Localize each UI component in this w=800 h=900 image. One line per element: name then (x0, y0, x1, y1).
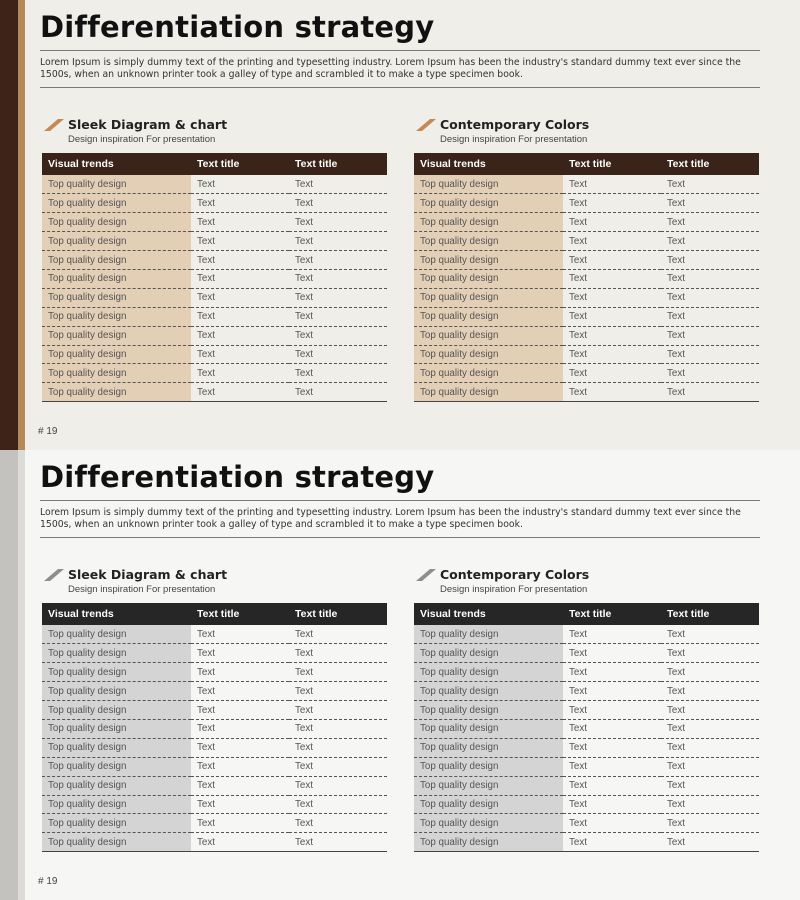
text-cell: Text (661, 194, 759, 213)
row-label-cell: Top quality design (42, 383, 191, 402)
row-label-cell: Top quality design (414, 307, 563, 326)
table-row (42, 833, 387, 852)
text-cell: Text (661, 701, 759, 720)
row-label-cell: Top quality design (42, 213, 191, 232)
text-cell: Text (563, 232, 661, 251)
text-cell: Text (563, 625, 661, 644)
table-row (42, 795, 387, 814)
table-row (414, 776, 759, 795)
column-header: Visual trends (414, 603, 563, 625)
row-label-cell: Top quality design (414, 776, 563, 795)
table-row (414, 644, 759, 663)
row-label-cell: Top quality design (42, 326, 191, 345)
text-cell: Text (191, 663, 289, 682)
row-label-cell: Top quality design (414, 251, 563, 270)
column-header: Text title (191, 603, 289, 625)
row-label-cell: Top quality design (414, 213, 563, 232)
text-cell: Text (289, 814, 387, 833)
title-rule (40, 500, 760, 501)
text-cell: Text (661, 719, 759, 738)
table-row (414, 682, 759, 701)
row-label-cell: Top quality design (414, 288, 563, 307)
text-cell: Text (289, 719, 387, 738)
title-rule (40, 50, 760, 51)
row-label-cell: Top quality design (414, 383, 563, 402)
text-cell: Text (661, 326, 759, 345)
table-row (414, 663, 759, 682)
text-cell: Text (661, 682, 759, 701)
row-label-cell: Top quality design (42, 194, 191, 213)
text-cell: Text (563, 194, 661, 213)
text-cell: Text (191, 833, 289, 852)
table-row (414, 307, 759, 326)
section-subtitle: Design inspiration For presentation (68, 584, 216, 595)
page-number: # 19 (38, 426, 58, 437)
table-row (42, 364, 387, 383)
table-header-row (42, 603, 387, 625)
text-cell: Text (563, 776, 661, 795)
text-cell: Text (191, 701, 289, 720)
text-cell: Text (289, 326, 387, 345)
text-cell: Text (563, 307, 661, 326)
table-row (42, 738, 387, 757)
table-row (42, 345, 387, 364)
text-cell: Text (563, 345, 661, 364)
text-cell: Text (289, 757, 387, 776)
text-cell: Text (191, 814, 289, 833)
text-cell: Text (661, 383, 759, 402)
text-cell: Text (289, 663, 387, 682)
table-row (414, 738, 759, 757)
table-row (42, 663, 387, 682)
table-row (414, 251, 759, 270)
intro-rule (40, 537, 760, 538)
section-title: Sleek Diagram & chart (68, 567, 228, 582)
text-cell: Text (563, 682, 661, 701)
table-row (42, 625, 387, 644)
section-subtitle: Design inspiration For presentation (68, 134, 216, 145)
row-label-cell: Top quality design (414, 194, 563, 213)
row-label-cell: Top quality design (42, 364, 191, 383)
text-cell: Text (191, 307, 289, 326)
text-cell: Text (191, 364, 289, 383)
text-cell: Text (191, 288, 289, 307)
column-header: Text title (661, 153, 759, 175)
row-label-cell: Top quality design (414, 682, 563, 701)
row-label-cell: Top quality design (42, 776, 191, 795)
text-cell: Text (191, 625, 289, 644)
text-cell: Text (289, 232, 387, 251)
text-cell: Text (191, 345, 289, 364)
text-cell: Text (289, 345, 387, 364)
section-subtitle: Design inspiration For presentation (440, 584, 588, 595)
row-label-cell: Top quality design (414, 719, 563, 738)
text-cell: Text (661, 625, 759, 644)
row-label-cell: Top quality design (42, 251, 191, 270)
row-label-cell: Top quality design (414, 345, 563, 364)
text-cell: Text (289, 833, 387, 852)
text-cell: Text (661, 738, 759, 757)
text-cell: Text (661, 833, 759, 852)
text-cell: Text (661, 232, 759, 251)
text-cell: Text (563, 288, 661, 307)
text-cell: Text (661, 175, 759, 194)
table-row (42, 269, 387, 288)
table-row (414, 194, 759, 213)
table-row (42, 307, 387, 326)
trends-table (414, 153, 759, 402)
intro-text: Lorem Ipsum is simply dummy text of the printing and typesetting industry. Lorem Ipsum has been the industry's standard dummy text ever since the 1500s, when an unknown printer took a galley of type and scrambled it to make a type specimen book. (40, 57, 741, 80)
table-row (42, 383, 387, 402)
row-label-cell: Top quality design (42, 814, 191, 833)
text-cell: Text (289, 364, 387, 383)
row-label-cell: Top quality design (414, 701, 563, 720)
section-title: Contemporary Colors (440, 117, 590, 132)
text-cell: Text (289, 251, 387, 270)
row-label-cell: Top quality design (42, 719, 191, 738)
text-cell: Text (563, 663, 661, 682)
row-label-cell: Top quality design (414, 795, 563, 814)
text-cell: Text (289, 213, 387, 232)
table-row (42, 776, 387, 795)
text-cell: Text (191, 682, 289, 701)
row-label-cell: Top quality design (414, 364, 563, 383)
section-title: Contemporary Colors (440, 567, 590, 582)
section-subtitle: Design inspiration For presentation (440, 134, 588, 145)
text-cell: Text (289, 307, 387, 326)
text-cell: Text (661, 776, 759, 795)
table-row (414, 701, 759, 720)
table-row (414, 288, 759, 307)
text-cell: Text (661, 288, 759, 307)
row-label-cell: Top quality design (42, 288, 191, 307)
text-cell: Text (289, 644, 387, 663)
text-cell: Text (191, 194, 289, 213)
side-bar-accent (18, 0, 25, 450)
text-cell: Text (563, 738, 661, 757)
text-cell: Text (191, 795, 289, 814)
text-cell: Text (563, 383, 661, 402)
row-label-cell: Top quality design (42, 175, 191, 194)
side-bar (0, 450, 18, 900)
text-cell: Text (661, 345, 759, 364)
row-label-cell: Top quality design (414, 269, 563, 288)
table-row (414, 833, 759, 852)
text-cell: Text (563, 701, 661, 720)
table-row (414, 383, 759, 402)
text-cell: Text (563, 251, 661, 270)
row-label-cell: Top quality design (414, 757, 563, 776)
text-cell: Text (289, 269, 387, 288)
row-label-cell: Top quality design (42, 269, 191, 288)
table-row (414, 232, 759, 251)
text-cell: Text (191, 326, 289, 345)
table-row (42, 288, 387, 307)
text-cell: Text (191, 757, 289, 776)
text-cell: Text (661, 213, 759, 232)
table-header-row (42, 153, 387, 175)
section-title: Sleek Diagram & chart (68, 117, 228, 132)
table-row (414, 345, 759, 364)
table-row (42, 194, 387, 213)
text-cell: Text (661, 251, 759, 270)
text-cell: Text (661, 757, 759, 776)
text-cell: Text (289, 776, 387, 795)
slash-icon (416, 119, 438, 131)
table-row (414, 175, 759, 194)
column-header: Text title (289, 153, 387, 175)
slide-title: Differentiation strategy (40, 10, 435, 44)
table-row (414, 213, 759, 232)
text-cell: Text (289, 682, 387, 701)
text-cell: Text (289, 795, 387, 814)
table-row (42, 814, 387, 833)
text-cell: Text (191, 175, 289, 194)
slide-grey (0, 450, 800, 900)
row-label-cell: Top quality design (42, 644, 191, 663)
column-header: Text title (563, 603, 661, 625)
row-label-cell: Top quality design (42, 833, 191, 852)
text-cell: Text (563, 644, 661, 663)
row-label-cell: Top quality design (414, 738, 563, 757)
side-bar (0, 0, 18, 450)
text-cell: Text (661, 307, 759, 326)
text-cell: Text (661, 269, 759, 288)
row-label-cell: Top quality design (414, 232, 563, 251)
text-cell: Text (289, 175, 387, 194)
row-label-cell: Top quality design (42, 663, 191, 682)
table-row (42, 232, 387, 251)
table-row (414, 719, 759, 738)
table-row (414, 364, 759, 383)
text-cell: Text (289, 383, 387, 402)
text-cell: Text (191, 383, 289, 402)
row-label-cell: Top quality design (414, 833, 563, 852)
table-row (42, 757, 387, 776)
text-cell: Text (289, 738, 387, 757)
table-row (414, 625, 759, 644)
text-cell: Text (191, 251, 289, 270)
column-header: Text title (661, 603, 759, 625)
text-cell: Text (191, 644, 289, 663)
row-label-cell: Top quality design (42, 625, 191, 644)
row-label-cell: Top quality design (42, 795, 191, 814)
row-label-cell: Top quality design (42, 232, 191, 251)
row-label-cell: Top quality design (42, 757, 191, 776)
text-cell: Text (661, 814, 759, 833)
trends-table (42, 153, 387, 402)
text-cell: Text (661, 663, 759, 682)
text-cell: Text (661, 644, 759, 663)
table-row (42, 719, 387, 738)
table-header-row (414, 603, 759, 625)
text-cell: Text (661, 795, 759, 814)
table-row (42, 644, 387, 663)
column-header: Text title (289, 603, 387, 625)
text-cell: Text (563, 269, 661, 288)
text-cell: Text (191, 776, 289, 795)
column-header: Text title (191, 153, 289, 175)
text-cell: Text (563, 364, 661, 383)
table-row (42, 213, 387, 232)
column-header: Visual trends (414, 153, 563, 175)
slide-title: Differentiation strategy (40, 460, 435, 494)
row-label-cell: Top quality design (414, 326, 563, 345)
text-cell: Text (191, 213, 289, 232)
table-row (414, 269, 759, 288)
intro-text: Lorem Ipsum is simply dummy text of the printing and typesetting industry. Lorem Ipsum has been the industry's standard dummy text ever since the 1500s, when an unknown printer took a galley of type and scrambled it to make a type specimen book. (40, 507, 741, 530)
row-label-cell: Top quality design (414, 625, 563, 644)
text-cell: Text (563, 833, 661, 852)
text-cell: Text (289, 288, 387, 307)
table-row (42, 175, 387, 194)
row-label-cell: Top quality design (414, 814, 563, 833)
slash-icon (416, 569, 438, 581)
text-cell: Text (661, 364, 759, 383)
row-label-cell: Top quality design (414, 644, 563, 663)
text-cell: Text (563, 326, 661, 345)
table-row (42, 682, 387, 701)
text-cell: Text (563, 795, 661, 814)
table-row (42, 701, 387, 720)
table-row (414, 795, 759, 814)
table-row (414, 757, 759, 776)
page-number: # 19 (38, 876, 58, 887)
table-header-row (414, 153, 759, 175)
text-cell: Text (563, 757, 661, 776)
text-cell: Text (191, 269, 289, 288)
text-cell: Text (191, 719, 289, 738)
row-label-cell: Top quality design (414, 175, 563, 194)
row-label-cell: Top quality design (42, 738, 191, 757)
table-row (42, 251, 387, 270)
text-cell: Text (563, 213, 661, 232)
row-label-cell: Top quality design (42, 682, 191, 701)
side-bar-accent (18, 450, 25, 900)
column-header: Visual trends (42, 153, 191, 175)
row-label-cell: Top quality design (414, 663, 563, 682)
table-row (42, 326, 387, 345)
text-cell: Text (191, 738, 289, 757)
intro-rule (40, 87, 760, 88)
row-label-cell: Top quality design (42, 307, 191, 326)
text-cell: Text (191, 232, 289, 251)
trends-table (42, 603, 387, 852)
column-header: Text title (563, 153, 661, 175)
column-header: Visual trends (42, 603, 191, 625)
trends-table (414, 603, 759, 852)
slash-icon (44, 569, 66, 581)
row-label-cell: Top quality design (42, 701, 191, 720)
text-cell: Text (563, 814, 661, 833)
row-label-cell: Top quality design (42, 345, 191, 364)
table-row (414, 814, 759, 833)
text-cell: Text (563, 175, 661, 194)
text-cell: Text (563, 719, 661, 738)
table-row (414, 326, 759, 345)
text-cell: Text (289, 701, 387, 720)
text-cell: Text (289, 194, 387, 213)
text-cell: Text (289, 625, 387, 644)
slash-icon (44, 119, 66, 131)
